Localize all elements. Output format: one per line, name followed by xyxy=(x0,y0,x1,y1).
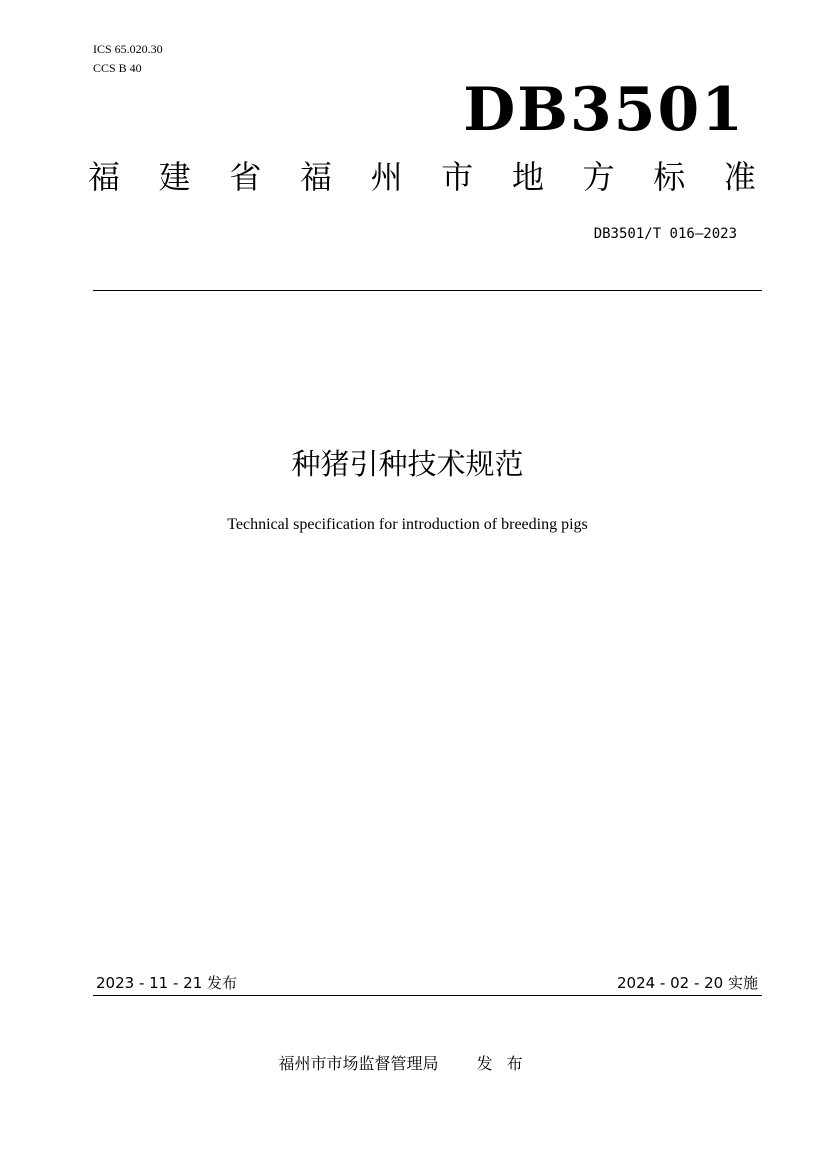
standard-type-char: 建 xyxy=(158,158,191,196)
standard-type-char: 福 xyxy=(88,158,121,196)
standard-type-char: 市 xyxy=(441,158,474,196)
implementation-date: 2024 - 02 - 20 实施 xyxy=(616,974,758,992)
standard-code-mark: DB3501 xyxy=(463,75,745,145)
footer-divider xyxy=(93,995,762,996)
publisher-organization: 福州市市场监督管理局 xyxy=(278,1054,439,1073)
standard-type-char: 标 xyxy=(653,158,686,196)
document-title-en: Technical specification for introduction of breeding pigs xyxy=(227,516,588,533)
header-divider xyxy=(93,290,762,291)
publisher-action: 发布 xyxy=(476,1054,537,1073)
document-title-zh: 种猪引种技术规范 xyxy=(291,447,524,481)
publisher-line xyxy=(0,1053,815,1075)
standard-type-char: 准 xyxy=(723,158,756,196)
standard-type-char: 方 xyxy=(582,158,615,196)
standard-type-heading xyxy=(88,157,756,197)
ics-code: ICS 65.020.30 xyxy=(93,42,163,56)
standard-type-char: 州 xyxy=(370,158,403,196)
ccs-code: CCS B 40 xyxy=(93,61,142,75)
standard-type-char: 省 xyxy=(229,158,262,196)
standard-number: DB3501/T 016—2023 xyxy=(593,226,737,242)
standard-type-char: 福 xyxy=(299,158,332,196)
issue-date: 2023 - 11 - 21 发布 xyxy=(96,974,238,992)
standard-type-char: 地 xyxy=(511,158,544,196)
